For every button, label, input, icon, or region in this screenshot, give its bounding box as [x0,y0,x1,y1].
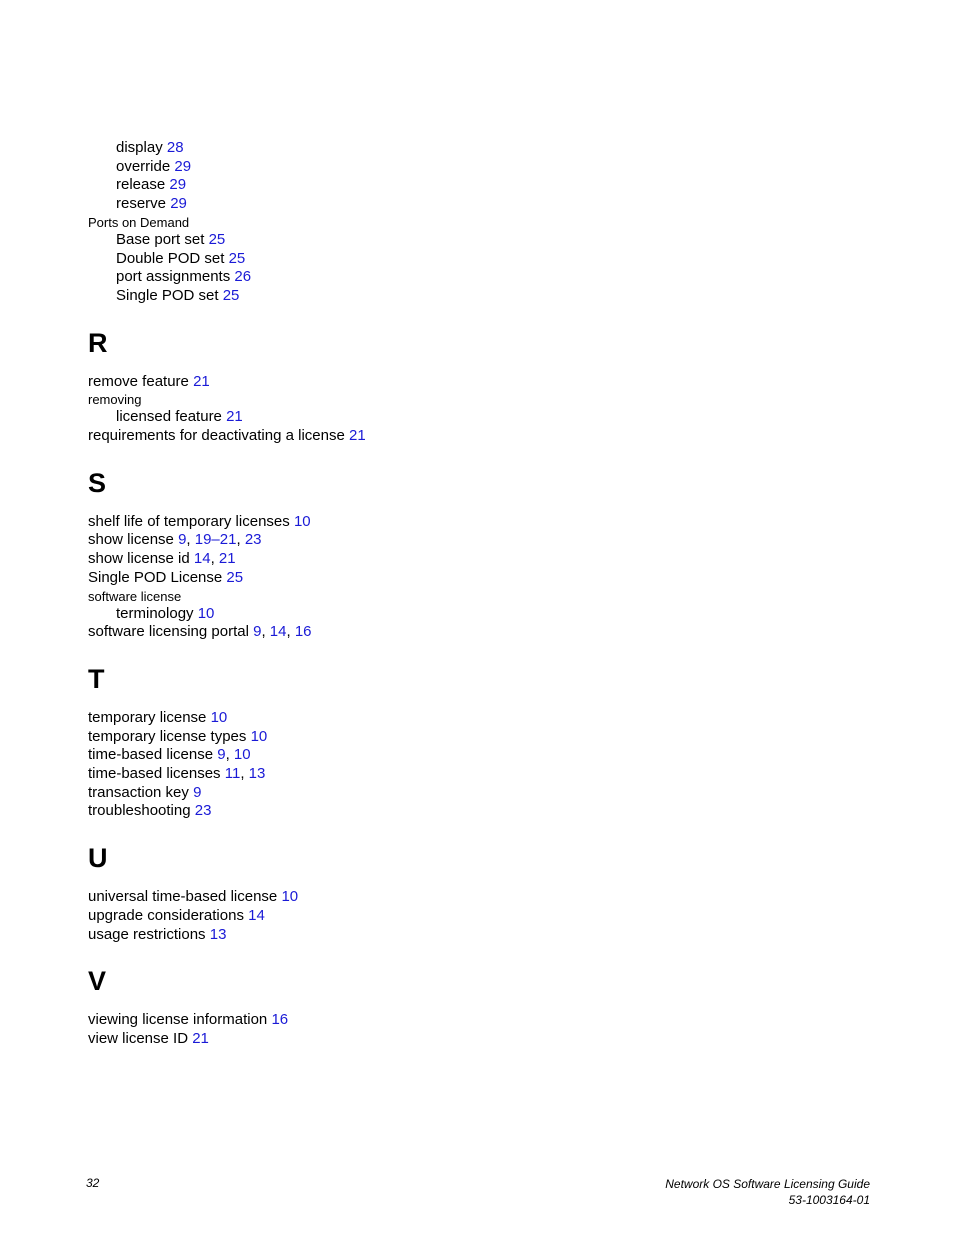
entry-term: show license id [88,550,190,568]
page-ref-link[interactable]: 25 [208,230,226,248]
page-ref-link[interactable]: 10 [210,708,228,726]
doc-title: Network OS Software Licensing Guide [665,1177,870,1191]
entry-term: show license [88,531,174,549]
index-entry [88,588,888,605]
index-subentry [88,250,888,269]
page-ref-link[interactable]: 10 [197,604,215,622]
index-subentry [88,231,888,250]
entry-term: release [116,176,166,194]
section-letter-r: R [88,327,108,358]
entry-term: display [116,139,163,156]
doc-number: 53-1003164-01 [788,1193,870,1207]
entry-term: terminology [116,604,194,622]
page-ref-link[interactable]: 10 [250,727,268,745]
index-entry [88,1011,888,1030]
index-entry [88,907,888,926]
section-letter-s: S [88,467,107,498]
index-entry [88,373,888,392]
page-ref-link[interactable]: 23 [244,531,262,549]
page-ref-link[interactable]: 9 [253,623,262,641]
entry-term: view license ID [88,1029,189,1047]
index-entry: show license id 14, 21 [88,550,236,568]
page-ref-link[interactable]: 10 [293,512,311,530]
entry-term: override [116,157,171,175]
page-ref-link[interactable]: 14 [248,906,265,924]
index-entry [88,784,888,803]
index-entry [88,1030,888,1049]
page-ref-link[interactable]: 14 [269,623,287,641]
page-ref-link[interactable]: 21 [226,408,243,426]
index-entry: time-based license 9, 10 [88,746,251,764]
page-ref-link[interactable]: 29 [169,176,187,194]
page-ref-link[interactable]: 25 [228,249,246,267]
entry-term: Single POD License [88,568,223,586]
entry-term: Base port set [116,230,205,248]
page-ref-link[interactable]: 21 [218,550,236,568]
page-ref-link[interactable]: 19–21 [194,531,237,549]
entry-term: viewing license information [88,1011,268,1029]
index-entry: software licensing portal 9, 14, 16 [88,623,312,641]
entry-term: removing [88,392,142,408]
page-ref-link[interactable]: 9 [178,531,187,549]
page-ref-link[interactable]: 21 [348,427,366,445]
page-ref-link[interactable]: 14 [193,550,211,568]
index-entry [88,214,888,231]
entry-term: temporary license [88,708,207,726]
page-ref-link[interactable]: 26 [234,268,252,286]
page-ref-link[interactable]: 25 [226,568,244,586]
index-subentry [88,287,888,306]
index-subentry [88,408,888,427]
entry-term: time-based licenses [88,765,221,783]
entry-term: universal time-based license [88,888,278,906]
page-ref-link[interactable]: 13 [209,925,227,943]
index-entry [88,427,888,446]
entry-term: transaction key [88,783,189,801]
page-ref-link[interactable]: 21 [193,372,210,390]
section-letter-u: U [88,843,108,874]
page-ref-link[interactable]: 29 [174,157,192,175]
index-subentry [88,176,888,195]
page-ref-link[interactable]: 10 [233,746,251,764]
entry-term: temporary license types [88,727,247,745]
entry-term: Single POD set [116,286,219,304]
index-entry [88,513,888,532]
page-ref-link[interactable]: 9 [217,746,226,764]
page-ref-link[interactable]: 25 [222,286,240,304]
index-entry [88,888,888,907]
entry-term: remove feature [88,372,189,390]
index-subentry [88,139,888,158]
entry-term: upgrade considerations [88,906,244,924]
page-ref-link[interactable]: 16 [294,623,312,641]
index-entry [88,926,888,945]
entry-term: Ports on Demand [88,214,190,230]
section-letter-t: T [88,663,105,694]
index-subentry [88,158,888,177]
index-entry [88,802,888,821]
page-ref-link[interactable]: 13 [248,765,266,783]
page-number: 32 [86,1176,100,1190]
entry-term: port assignments [116,268,231,286]
index-entry [88,728,888,747]
index-entry [88,709,888,728]
page-ref-link[interactable]: 9 [193,783,202,801]
index-entry [88,569,888,588]
index-subentry [88,195,888,214]
page-ref-link[interactable]: 11 [224,765,241,783]
page-ref-link[interactable]: 28 [166,139,184,156]
page-ref-link[interactable]: 10 [281,888,299,906]
index-subentry [88,268,888,287]
entry-term: troubleshooting [88,802,191,820]
index-content [88,139,888,1049]
section-letter-v: V [88,966,107,997]
entry-term: Double POD set [116,249,225,267]
page-ref-link[interactable]: 29 [170,195,187,213]
index-subentry [88,605,888,624]
index-entry: show license 9, 19–21, 23 [88,531,262,549]
entry-term: software licensing portal [88,623,249,641]
page-ref-link[interactable]: 16 [271,1011,289,1029]
page-ref-link[interactable]: 23 [194,802,212,820]
entry-term: reserve [116,195,167,213]
footer-doc-info [665,1176,870,1208]
entry-term: requirements for deactivating a license [88,427,345,445]
entry-term: time-based license [88,746,214,764]
entry-term: licensed feature [116,408,222,426]
entry-term: shelf life of temporary licenses [88,512,290,530]
page-ref-link[interactable]: 21 [192,1029,209,1047]
entry-term: usage restrictions [88,925,206,943]
entry-term: software license [88,588,182,604]
index-entry [88,391,888,408]
index-entry: time-based licenses 11, 13 [88,765,266,783]
